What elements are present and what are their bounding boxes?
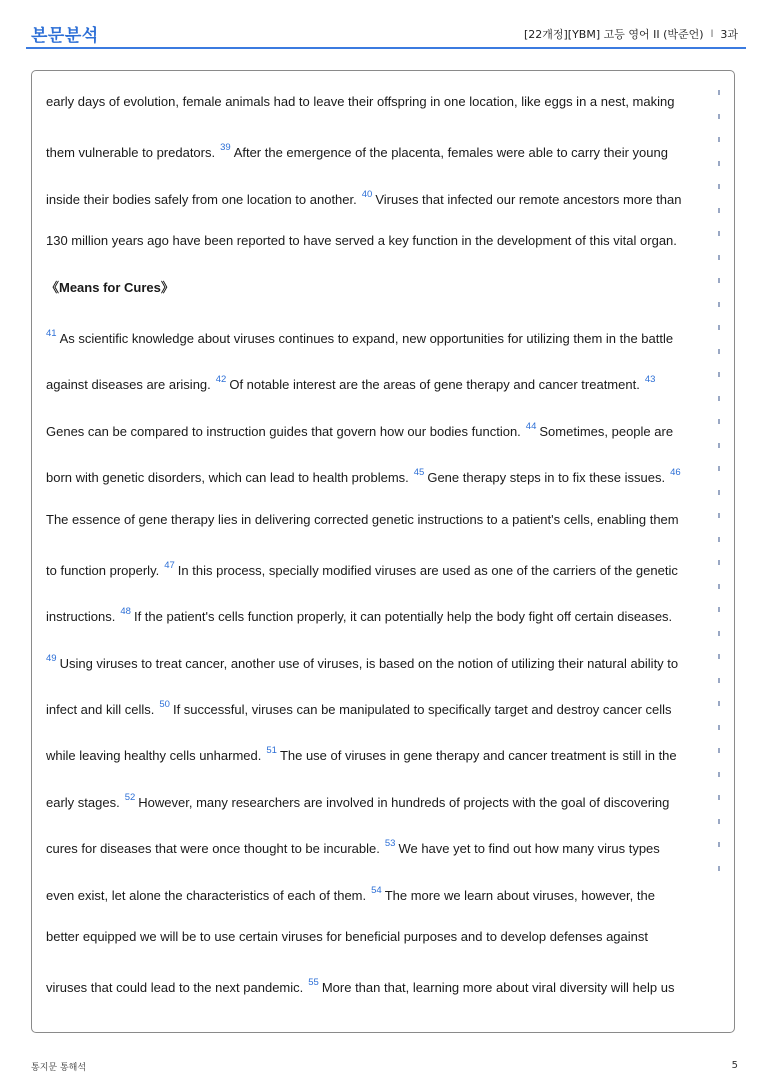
passage-line — [46, 404, 726, 450]
sentence-text: Genes can be compared to instruction guides that govern how our bodies function. — [46, 423, 521, 439]
sentence-text: to function properly. — [46, 562, 160, 578]
edge-mark — [718, 114, 720, 119]
sentence-text: instructions. — [46, 609, 116, 625]
edge-mark — [718, 678, 720, 683]
sentence-number: 46 — [670, 467, 681, 479]
sentence-number: 45 — [413, 467, 425, 479]
sentence-text: If successful, viruses can be manipulated to specifically target and destroy cancer cells — [172, 702, 672, 718]
edge-mark — [718, 137, 720, 142]
sentence-number: 53 — [384, 838, 396, 850]
sentence-number: 49 — [46, 652, 57, 664]
edge-mark — [718, 396, 720, 401]
edge-mark — [718, 90, 720, 95]
edge-mark — [718, 255, 720, 260]
edge-mark — [718, 513, 720, 518]
header-rule — [26, 47, 746, 49]
separator: l — [710, 28, 714, 40]
sentence-number: 41 — [46, 327, 57, 339]
sentence-number: 52 — [124, 791, 136, 803]
sentence-number: 42 — [215, 374, 227, 386]
sentence-number: 54 — [371, 884, 382, 896]
passage-line — [46, 728, 726, 774]
sentence-text: early days of evolution, female animals had to leave their offspring in one location, like eggs in a nest, making — [46, 94, 675, 109]
edge-mark — [718, 302, 720, 307]
passage-line — [46, 821, 726, 867]
footer-label: 통지문 통해석 — [31, 1063, 87, 1073]
edge-mark — [718, 772, 720, 777]
passage-line — [46, 960, 726, 1006]
sentence-number: 43 — [644, 374, 656, 386]
edge-mark — [718, 842, 720, 847]
sentence-text: early stages. — [46, 794, 120, 810]
course-info — [524, 26, 738, 42]
sentence-text: infect and kill cells. — [46, 702, 155, 718]
sentence-text: them vulnerable to predators. — [46, 145, 216, 161]
passage-line — [46, 357, 726, 403]
sentence-number: 55 — [308, 977, 319, 989]
sentence-text: Using viruses to treat cancer, another use of viruses, is based on the notion of utilizing their natural ability to — [59, 655, 679, 671]
sentence-text: After the emergence of the placenta, females were able to carry their young — [233, 145, 668, 161]
sentence-text: 130 million years ago have been reported to have served a key function in the development of this vital organ. — [46, 233, 677, 249]
edge-mark — [718, 631, 720, 636]
edge-mark — [718, 725, 720, 730]
page-title: 본문분석 — [31, 26, 99, 46]
sentence-number: 39 — [220, 142, 231, 154]
sentence-text: while leaving healthy cells unharmed. — [46, 748, 262, 764]
edge-mark — [718, 184, 720, 189]
sentence-text: cures for diseases that were once thought to be incurable. — [46, 841, 380, 857]
sentence-number: 51 — [266, 745, 277, 757]
course-name: [22개정][YBM] 고등 영어 II (박준언) — [523, 28, 704, 41]
edge-mark — [718, 372, 720, 377]
sentence-text: better equipped we will be to use certain viruses for beneficial purposes and to develop defenses against — [46, 929, 648, 945]
passage-line — [46, 218, 726, 264]
lesson-label: 3과 — [720, 28, 738, 41]
sentence-text: inside their bodies safely from one location to another. — [46, 191, 357, 207]
passage-line — [46, 79, 726, 125]
edge-mark — [718, 795, 720, 800]
edge-mark — [718, 490, 720, 495]
passage-line — [46, 450, 726, 496]
sentence-text: The more we learn about viruses, however, the — [384, 887, 655, 903]
edge-mark — [718, 537, 720, 542]
sentence-text: against diseases are arising. — [46, 377, 211, 393]
passage-line — [46, 125, 726, 171]
sentence-text: viruses that could lead to the next pandemic. — [46, 980, 304, 996]
passage-line — [46, 682, 726, 728]
passage-line — [46, 543, 726, 589]
sentence-number: 47 — [164, 559, 175, 571]
page-number: 5 — [731, 1060, 738, 1071]
sentence-number: 48 — [120, 606, 131, 618]
passage-line — [46, 265, 726, 311]
passage-line — [46, 172, 726, 218]
edge-mark — [718, 443, 720, 448]
edge-mark — [718, 419, 720, 424]
sentence-text: Gene therapy steps in to fix these issues. — [427, 470, 666, 486]
edge-mark — [718, 584, 720, 589]
sentence-text: More than that, learning more about viral diversity will help us — [321, 980, 675, 996]
passage-line — [46, 311, 726, 357]
sentence-text: In this process, specially modified viruses are used as one of the carriers of the genetic — [177, 562, 678, 578]
edge-mark — [718, 748, 720, 753]
sentence-text: Viruses that infected our remote ancestors more than — [375, 191, 682, 207]
sentence-text: The essence of gene therapy lies in delivering corrected genetic instructions to a patient's cells, enabling them — [46, 511, 679, 527]
edge-mark — [718, 208, 720, 213]
passage-line — [46, 868, 726, 914]
edge-mark — [718, 607, 720, 612]
sentence-text: If the patient's cells function properly, it can potentially help the body fight off certain diseases. — [133, 609, 673, 625]
sentence-text: Sometimes, people are — [539, 423, 674, 439]
passage-line — [46, 775, 726, 821]
sentence-text: Of notable interest are the areas of gene therapy and cancer treatment. — [229, 377, 640, 393]
sentence-text: The use of viruses in gene therapy and cancer treatment is still in the — [279, 748, 677, 764]
sentence-text: born with genetic disorders, which can lead to health problems. — [46, 470, 409, 486]
edge-mark — [718, 231, 720, 236]
passage-text — [46, 79, 726, 1007]
passage-line — [46, 497, 726, 543]
edge-mark — [718, 560, 720, 565]
edge-mark — [718, 325, 720, 330]
edge-mark — [718, 701, 720, 706]
page-header — [0, 0, 768, 50]
sentence-text: We have yet to find out how many virus types — [398, 841, 660, 857]
sentence-number: 50 — [159, 699, 170, 711]
passage-line — [46, 589, 726, 635]
edge-mark — [718, 654, 720, 659]
edge-mark — [718, 466, 720, 471]
sentence-number: 40 — [361, 188, 373, 200]
sentence-number: 44 — [525, 420, 537, 432]
passage-line — [46, 636, 726, 682]
section-heading: 《Means for Cures》 — [46, 279, 174, 295]
edge-mark — [718, 349, 720, 354]
sentence-text: However, many researchers are involved in hundreds of projects with the goal of discovering — [138, 794, 670, 810]
edge-marks — [718, 90, 724, 890]
sentence-text: even exist, let alone the characteristics of each of them. — [46, 887, 367, 903]
edge-mark — [718, 161, 720, 166]
edge-mark — [718, 278, 720, 283]
sentence-text: As scientific knowledge about viruses continues to expand, new opportunities for utilizing them in the battle — [59, 330, 674, 346]
edge-mark — [718, 819, 720, 824]
passage-line — [46, 914, 726, 960]
edge-mark — [718, 866, 720, 871]
